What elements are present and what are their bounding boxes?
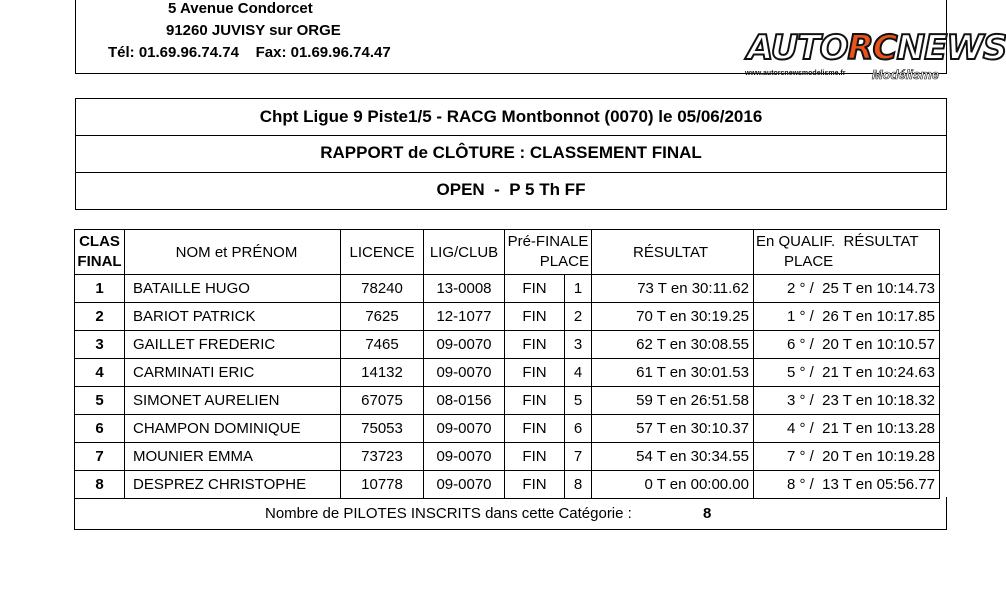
results-table <box>74 229 940 499</box>
row-licence: 7625 <box>341 303 424 331</box>
header-clas-final <box>75 230 125 275</box>
table-row <box>75 331 940 359</box>
row-status: FIN <box>505 303 565 331</box>
row-result: 54 T en 30:34.55 <box>592 443 754 471</box>
row-name: GAILLET FREDERIC <box>125 331 341 359</box>
logo-subtitle: Modélisme <box>871 67 939 82</box>
row-clas: 7 <box>75 443 125 471</box>
row-name: CARMINATI ERIC <box>125 359 341 387</box>
row-club: 13-0008 <box>424 275 505 303</box>
report-title: RAPPORT de CLÔTURE : CLASSEMENT FINAL <box>75 135 947 173</box>
row-place: 8 <box>565 471 592 499</box>
header-result: RÉSULTAT <box>592 230 754 275</box>
row-clas: 2 <box>75 303 125 331</box>
row-name: BATAILLE HUGO <box>125 275 341 303</box>
address-line-1: 5 Avenue Condorcet <box>168 0 313 17</box>
row-licence: 75053 <box>341 415 424 443</box>
row-result: 61 T en 30:01.53 <box>592 359 754 387</box>
table-row <box>75 387 940 415</box>
table-row <box>75 359 940 387</box>
header-qualif-place: PLACE <box>784 253 834 270</box>
row-licence: 7465 <box>341 331 424 359</box>
row-place: 1 <box>565 275 592 303</box>
table-row <box>75 415 940 443</box>
table-header-row <box>75 230 940 275</box>
header-qualif-label <box>756 232 935 252</box>
row-place: 5 <box>565 387 592 415</box>
header-club: LIG/CLUB <box>424 230 505 275</box>
row-licence: 73723 <box>341 443 424 471</box>
row-name: CHAMPON DOMINIQUE <box>125 415 341 443</box>
row-status: FIN <box>505 331 565 359</box>
row-result: 70 T en 30:19.25 <box>592 303 754 331</box>
row-clas: 4 <box>75 359 125 387</box>
row-result: 62 T en 30:08.55 <box>592 331 754 359</box>
row-clas: 8 <box>75 471 125 499</box>
row-result: 73 T en 30:11.62 <box>592 275 754 303</box>
address-line-2: 91260 JUVISY sur ORGE <box>166 22 341 39</box>
event-title: Chpt Ligue 9 Piste1/5 - RACG Montbonnot (0070) le 05/06/2016 <box>75 98 947 136</box>
row-clas: 1 <box>75 275 125 303</box>
row-place: 2 <box>565 303 592 331</box>
table-row <box>75 303 940 331</box>
row-status: FIN <box>505 275 565 303</box>
header-prefinale-place: PLACE <box>539 253 589 270</box>
row-club: 08-0156 <box>424 387 505 415</box>
row-place: 4 <box>565 359 592 387</box>
row-status: FIN <box>505 471 565 499</box>
row-result: 0 T en 00:00.00 <box>592 471 754 499</box>
autorcnews-logo <box>743 28 1006 82</box>
header-qualif <box>754 230 940 275</box>
category-title: OPEN - P 5 Th FF <box>75 172 947 210</box>
row-club: 09-0070 <box>424 331 505 359</box>
header-qualif-title: En QUALIF. <box>756 233 836 250</box>
pilots-count-value: 8 <box>703 505 712 522</box>
row-status: FIN <box>505 359 565 387</box>
table-row <box>75 275 940 303</box>
row-clas: 6 <box>75 415 125 443</box>
header-qualif-result: RÉSULTAT <box>843 233 919 250</box>
header-prefinale <box>505 230 592 275</box>
header-clas: CLAS <box>79 233 120 250</box>
row-name: MOUNIER EMMA <box>125 443 341 471</box>
phone-fax: Tél: 01.69.96.74.74 Fax: 01.69.96.74.47 <box>108 44 391 61</box>
row-qualif: 7 ° / 20 T en 10:19.28 <box>754 443 940 471</box>
header-final: FINAL <box>77 253 122 270</box>
row-club: 09-0070 <box>424 471 505 499</box>
row-club: 12-1077 <box>424 303 505 331</box>
row-club: 09-0070 <box>424 443 505 471</box>
row-licence: 10778 <box>341 471 424 499</box>
row-qualif: 6 ° / 20 T en 10:10.57 <box>754 331 940 359</box>
row-club: 09-0070 <box>424 359 505 387</box>
row-qualif: 8 ° / 13 T en 05:56.77 <box>754 471 940 499</box>
row-status: FIN <box>505 387 565 415</box>
row-club: 09-0070 <box>424 415 505 443</box>
logo-auto: AUTO <box>747 28 848 68</box>
logo-wordmark <box>747 28 1006 68</box>
header-prefinale-label: Pré-FINALE <box>507 233 589 250</box>
header-licence: LICENCE <box>341 230 424 275</box>
row-qualif: 5 ° / 21 T en 10:24.63 <box>754 359 940 387</box>
row-licence: 14132 <box>341 359 424 387</box>
row-qualif: 1 ° / 26 T en 10:17.85 <box>754 303 940 331</box>
row-clas: 3 <box>75 331 125 359</box>
logo-news: NEWS <box>896 28 1006 68</box>
logo-rc: RC <box>847 28 897 68</box>
row-result: 57 T en 30:10.37 <box>592 415 754 443</box>
results-body <box>75 275 940 499</box>
row-status: FIN <box>505 443 565 471</box>
row-name: DESPREZ CHRISTOPHE <box>125 471 341 499</box>
row-place: 7 <box>565 443 592 471</box>
row-qualif: 2 ° / 25 T en 10:14.73 <box>754 275 940 303</box>
row-clas: 5 <box>75 387 125 415</box>
row-licence: 67075 <box>341 387 424 415</box>
row-result: 59 T en 26:51.58 <box>592 387 754 415</box>
table-row <box>75 471 940 499</box>
row-qualif: 3 ° / 23 T en 10:18.32 <box>754 387 940 415</box>
header-name: NOM et PRÉNOM <box>125 230 341 275</box>
row-name: BARIOT PATRICK <box>125 303 341 331</box>
row-place: 3 <box>565 331 592 359</box>
row-licence: 78240 <box>341 275 424 303</box>
row-name: SIMONET AURELIEN <box>125 387 341 415</box>
table-row <box>75 443 940 471</box>
footer-row <box>74 497 947 530</box>
row-qualif: 4 ° / 21 T en 10:13.28 <box>754 415 940 443</box>
pilots-count-label: Nombre de PILOTES INSCRITS dans cette Catégorie : <box>265 505 632 522</box>
row-place: 6 <box>565 415 592 443</box>
row-status: FIN <box>505 415 565 443</box>
logo-url: www.autorcnewsmodelisme.fr <box>745 70 846 77</box>
